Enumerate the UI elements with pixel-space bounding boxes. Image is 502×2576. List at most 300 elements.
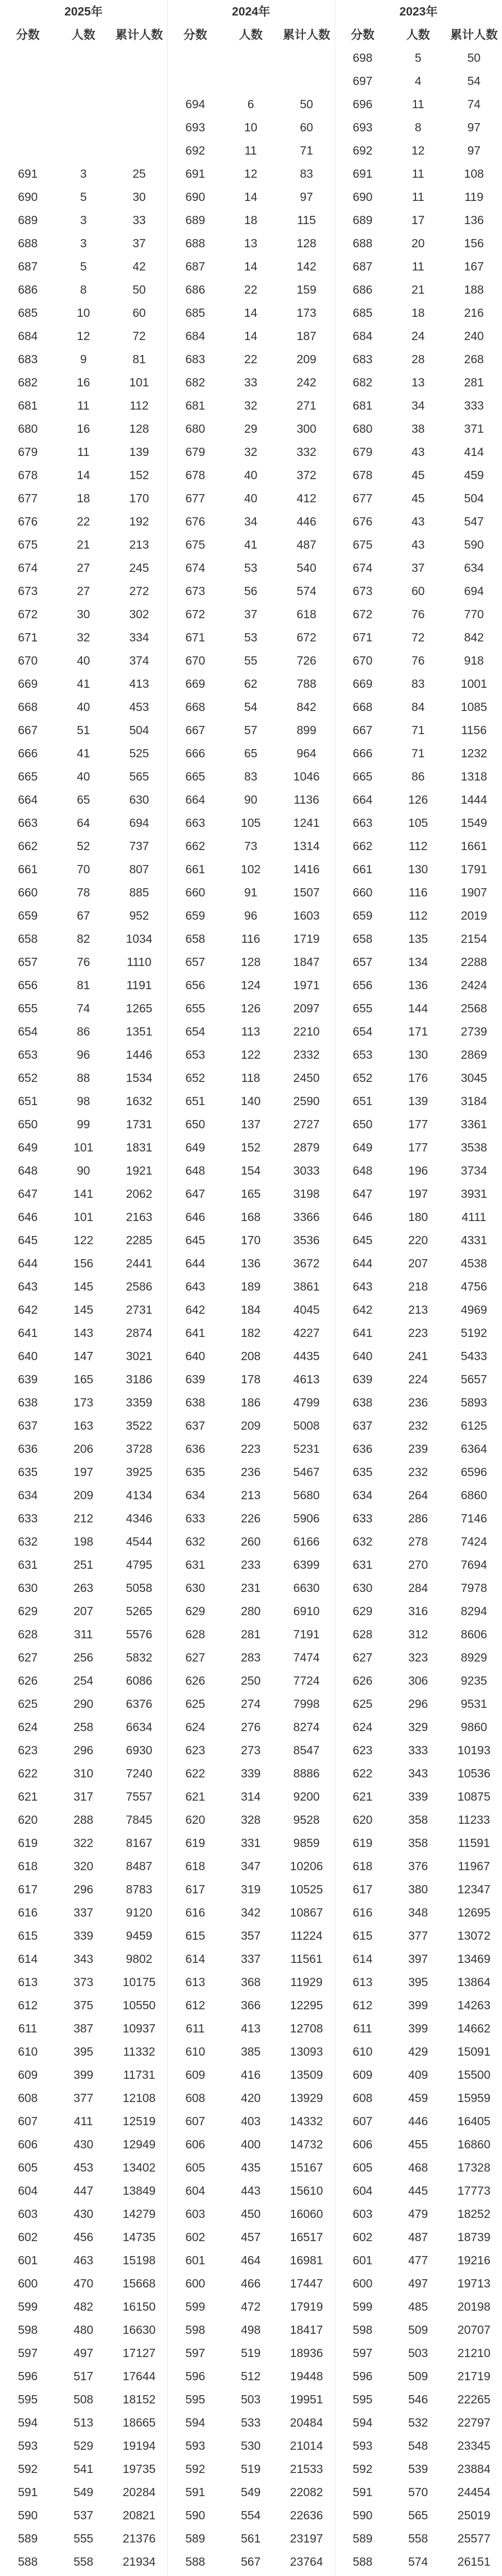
table-cell: 2568 <box>446 997 502 1020</box>
table-cell: 122 <box>56 1229 111 1252</box>
table-cell: 2869 <box>446 1043 502 1066</box>
table-cell: 139 <box>390 1090 446 1113</box>
table-cell: 642 <box>0 1298 56 1321</box>
table-cell: 154 <box>223 1159 279 1182</box>
table-cell: 539 <box>390 2458 446 2481</box>
table-cell: 663 <box>167 811 223 835</box>
table-cell: 638 <box>167 1391 223 1414</box>
table-cell: 694 <box>167 93 223 116</box>
table-cell: 7424 <box>446 1530 502 1553</box>
table-cell: 623 <box>0 1739 56 1762</box>
table-cell: 1791 <box>446 858 502 881</box>
table-cell: 17773 <box>446 2179 502 2202</box>
table-cell: 658 <box>335 927 390 951</box>
table-cell: 689 <box>335 209 390 232</box>
table-cell: 642 <box>167 1298 223 1321</box>
table-cell: 669 <box>0 672 56 696</box>
table-cell: 4969 <box>446 1298 502 1321</box>
table-cell: 2285 <box>111 1229 167 1252</box>
table-cell: 595 <box>167 2388 223 2411</box>
table-cell: 600 <box>335 2272 390 2295</box>
table-cell: 6166 <box>279 1530 335 1553</box>
table-cell: 616 <box>0 1901 56 1924</box>
table-cell: 71 <box>390 719 446 742</box>
table-cell: 9459 <box>111 1924 167 1947</box>
table-cell: 3925 <box>111 1461 167 1484</box>
table-cell: 142 <box>279 255 335 278</box>
table-row <box>0 1159 502 1182</box>
table-cell: 647 <box>0 1182 56 1206</box>
table-cell: 652 <box>0 1066 56 1090</box>
table-cell: 7240 <box>111 1762 167 1785</box>
table-row <box>0 70 502 93</box>
table-cell: 592 <box>167 2458 223 2481</box>
table-cell: 686 <box>0 278 56 301</box>
table-cell: 10875 <box>446 1785 502 1808</box>
table-cell: 137 <box>223 1113 279 1136</box>
table-cell: 464 <box>223 2249 279 2272</box>
table-cell: 395 <box>390 1971 446 1994</box>
table-row <box>0 1113 502 1136</box>
table-cell: 412 <box>279 487 335 510</box>
table-cell: 1191 <box>111 974 167 997</box>
table-cell: 136 <box>446 209 502 232</box>
table-cell: 74 <box>446 93 502 116</box>
table-row <box>0 1414 502 1437</box>
table-cell: 595 <box>335 2388 390 2411</box>
table-cell: 32 <box>56 626 111 649</box>
table-cell: 645 <box>0 1229 56 1252</box>
table-row <box>0 2550 502 2573</box>
table-cell: 600 <box>0 2272 56 2295</box>
table-cell: 6125 <box>446 1414 502 1437</box>
table-cell: 430 <box>56 2133 111 2156</box>
table-cell: 101 <box>111 371 167 394</box>
table-cell: 9235 <box>446 1669 502 1692</box>
table-cell: 525 <box>111 742 167 765</box>
table-cell: 14732 <box>279 2133 335 2156</box>
table-cell: 659 <box>335 904 390 927</box>
table-cell: 12108 <box>111 2087 167 2110</box>
table-cell: 12 <box>390 139 446 162</box>
table-cell: 618 <box>0 1855 56 1878</box>
table-cell <box>0 139 56 162</box>
table-cell: 14662 <box>446 2017 502 2040</box>
table-cell: 624 <box>0 1716 56 1739</box>
table-cell: 399 <box>390 1994 446 2017</box>
table-body <box>0 46 502 2576</box>
table-cell: 694 <box>446 580 502 603</box>
table-cell: 399 <box>56 2063 111 2087</box>
table-cell: 608 <box>0 2087 56 2110</box>
table-cell: 283 <box>223 1646 279 1669</box>
table-cell: 447 <box>56 2179 111 2202</box>
table-cell: 1110 <box>111 951 167 974</box>
table-cell: 105 <box>223 811 279 835</box>
table-cell: 590 <box>167 2504 223 2527</box>
table-cell: 788 <box>279 672 335 696</box>
table-cell: 395 <box>56 2040 111 2063</box>
table-cell: 18739 <box>446 2226 502 2249</box>
table-cell: 455 <box>390 2133 446 2156</box>
table-cell: 639 <box>335 1368 390 1391</box>
table-cell: 615 <box>0 1924 56 1947</box>
table-cell: 207 <box>56 1600 111 1623</box>
table-cell: 693 <box>167 116 223 139</box>
table-cell: 375 <box>56 1994 111 2017</box>
table-row <box>0 1669 502 1692</box>
col-score-2025: 分数 <box>16 28 40 41</box>
table-cell: 7694 <box>446 1553 502 1577</box>
col-score-2024: 分数 <box>183 28 207 41</box>
table-cell: 12708 <box>279 2017 335 2040</box>
table-cell: 689 <box>0 209 56 232</box>
table-cell: 693 <box>335 116 390 139</box>
table-cell: 163 <box>56 1414 111 1437</box>
table-cell <box>56 46 111 70</box>
table-row <box>0 904 502 927</box>
table-cell: 83 <box>390 672 446 696</box>
table-cell: 52 <box>56 835 111 858</box>
table-cell <box>446 2573 502 2576</box>
table-cell: 598 <box>335 2318 390 2342</box>
table-cell: 19216 <box>446 2249 502 2272</box>
table-cell: 8274 <box>279 1716 335 1739</box>
table-cell: 310 <box>56 1762 111 1785</box>
table-cell: 130 <box>390 858 446 881</box>
table-cell: 672 <box>335 603 390 626</box>
table-cell: 672 <box>0 603 56 626</box>
table-cell: 323 <box>390 1646 446 1669</box>
table-cell: 672 <box>279 626 335 649</box>
table-cell: 600 <box>167 2272 223 2295</box>
table-cell: 11233 <box>446 1808 502 1832</box>
table-cell: 1265 <box>111 997 167 1020</box>
table-cell <box>56 139 111 162</box>
table-cell: 7724 <box>279 1669 335 1692</box>
table-cell: 5192 <box>446 1321 502 1345</box>
table-cell: 3045 <box>446 1066 502 1090</box>
table-cell: 83 <box>223 765 279 788</box>
table-cell: 13093 <box>279 2040 335 2063</box>
table-cell: 96 <box>223 904 279 927</box>
table-row <box>0 2110 502 2133</box>
table-cell: 332 <box>279 440 335 464</box>
table-cell: 113 <box>223 1020 279 1043</box>
table-cell: 278 <box>390 1530 446 1553</box>
table-cell: 97 <box>446 116 502 139</box>
table-cell: 10525 <box>279 1878 335 1901</box>
table-cell: 639 <box>0 1368 56 1391</box>
table-cell: 655 <box>167 997 223 1020</box>
table-cell: 594 <box>167 2411 223 2434</box>
table-cell: 28 <box>390 348 446 371</box>
table-row <box>0 301 502 325</box>
table-cell: 119 <box>446 185 502 209</box>
table-cell: 296 <box>56 1878 111 1901</box>
table-cell: 3184 <box>446 1090 502 1113</box>
table-cell: 596 <box>335 2365 390 2388</box>
table-cell: 653 <box>167 1043 223 1066</box>
table-cell: 657 <box>167 951 223 974</box>
table-cell: 16517 <box>279 2226 335 2249</box>
table-cell: 541 <box>56 2458 111 2481</box>
table-cell: 126 <box>223 997 279 1020</box>
table-cell: 640 <box>167 1345 223 1368</box>
table-cell: 683 <box>335 348 390 371</box>
table-cell: 640 <box>0 1345 56 1368</box>
table-cell: 18152 <box>111 2388 167 2411</box>
table-cell: 9120 <box>111 1901 167 1924</box>
table-cell: 645 <box>167 1229 223 1252</box>
table-cell: 632 <box>167 1530 223 1553</box>
table-cell: 136 <box>390 974 446 997</box>
table-cell: 270 <box>390 1553 446 1577</box>
table-cell: 115 <box>279 209 335 232</box>
table-cell: 598 <box>167 2318 223 2342</box>
table-cell: 628 <box>0 1623 56 1646</box>
col-score-2023: 分数 <box>351 28 375 41</box>
table-cell: 532 <box>390 2411 446 2434</box>
table-cell: 589 <box>0 2527 56 2550</box>
table-cell: 22082 <box>279 2481 335 2504</box>
table-cell: 14 <box>56 464 111 487</box>
table-cell: 413 <box>223 2017 279 2040</box>
table-cell: 3361 <box>446 1113 502 1136</box>
table-cell: 687 <box>167 255 223 278</box>
table-cell: 1001 <box>446 672 502 696</box>
table-cell: 19194 <box>111 2434 167 2458</box>
table-row <box>0 1832 502 1855</box>
table-cell: 18 <box>56 487 111 510</box>
table-cell: 663 <box>0 811 56 835</box>
table-cell: 4435 <box>279 1345 335 1368</box>
table-cell: 637 <box>0 1414 56 1437</box>
table-cell: 23197 <box>279 2527 335 2550</box>
table-cell: 53 <box>223 626 279 649</box>
table-cell: 24454 <box>446 2481 502 2504</box>
table-cell: 674 <box>0 556 56 580</box>
table-cell: 242 <box>279 371 335 394</box>
table-cell: 16630 <box>111 2318 167 2342</box>
table-cell: 348 <box>390 1901 446 1924</box>
table-cell: 11561 <box>279 1947 335 1971</box>
table-cell: 22636 <box>279 2504 335 2527</box>
table-cell: 653 <box>0 1043 56 1066</box>
table-cell: 377 <box>56 2087 111 2110</box>
table-cell: 613 <box>335 1971 390 1994</box>
table-cell: 57 <box>223 719 279 742</box>
table-cell: 12347 <box>446 1878 502 1901</box>
table-cell: 176 <box>390 1066 446 1090</box>
table-cell: 400 <box>223 2133 279 2156</box>
table-cell: 1351 <box>111 1020 167 1043</box>
table-cell: 655 <box>0 997 56 1020</box>
table-cell: 206 <box>56 1437 111 1461</box>
table-cell: 329 <box>390 1716 446 1739</box>
table-cell: 630 <box>0 1577 56 1600</box>
table-cell: 170 <box>223 1229 279 1252</box>
table-cell: 512 <box>223 2365 279 2388</box>
table-cell <box>167 70 223 93</box>
table-cell: 450 <box>223 2202 279 2226</box>
table-cell: 4134 <box>111 1484 167 1507</box>
table-cell: 188 <box>446 278 502 301</box>
col-cumulative-2025: 累计人数 <box>111 23 167 46</box>
table-cell: 1034 <box>111 927 167 951</box>
table-cell: 609 <box>167 2063 223 2087</box>
table-cell: 6596 <box>446 1461 502 1484</box>
table-cell: 385 <box>223 2040 279 2063</box>
table-cell: 27 <box>56 580 111 603</box>
table-cell: 659 <box>167 904 223 927</box>
table-cell: 614 <box>335 1947 390 1971</box>
table-cell <box>0 70 56 93</box>
table-cell: 40 <box>56 649 111 672</box>
table-cell: 337 <box>56 1901 111 1924</box>
table-cell: 21 <box>390 278 446 301</box>
table-cell: 590 <box>446 533 502 556</box>
table-cell: 654 <box>0 1020 56 1043</box>
table-cell: 7191 <box>279 1623 335 1646</box>
table-cell: 508 <box>56 2388 111 2411</box>
table-cell: 105 <box>390 811 446 835</box>
table-cell: 692 <box>167 139 223 162</box>
table-cell: 256 <box>56 1646 111 1669</box>
table-cell: 334 <box>111 626 167 649</box>
table-cell: 4227 <box>279 1321 335 1345</box>
table-cell: 519 <box>223 2458 279 2481</box>
table-cell: 598 <box>0 2318 56 2342</box>
table-cell: 618 <box>167 1855 223 1878</box>
table-cell: 529 <box>56 2434 111 2458</box>
table-cell: 76 <box>390 649 446 672</box>
table-row <box>0 1600 502 1623</box>
table-cell: 373 <box>56 1971 111 1994</box>
table-cell: 143 <box>56 1321 111 1345</box>
table-cell: 145 <box>56 1298 111 1321</box>
table-cell: 457 <box>223 2226 279 2249</box>
table-row <box>0 765 502 788</box>
table-cell: 594 <box>335 2411 390 2434</box>
table-cell: 605 <box>167 2156 223 2179</box>
table-cell: 590 <box>0 2504 56 2527</box>
table-header <box>0 0 502 46</box>
table-row <box>0 742 502 765</box>
table-cell: 466 <box>223 2272 279 2295</box>
table-cell: 14279 <box>111 2202 167 2226</box>
table-cell: 601 <box>0 2249 56 2272</box>
table-cell <box>0 116 56 139</box>
table-cell: 11 <box>56 394 111 417</box>
table-cell: 635 <box>335 1461 390 1484</box>
table-cell: 98 <box>56 1090 111 1113</box>
table-cell: 17644 <box>111 2365 167 2388</box>
table-cell: 687 <box>0 255 56 278</box>
table-cell: 91 <box>223 881 279 904</box>
table-cell: 634 <box>335 1484 390 1507</box>
table-cell: 60 <box>111 301 167 325</box>
table-cell: 682 <box>335 371 390 394</box>
table-cell: 617 <box>335 1878 390 1901</box>
table-cell: 631 <box>167 1553 223 1577</box>
table-cell: 342 <box>223 1901 279 1924</box>
table-cell: 679 <box>335 440 390 464</box>
table-cell: 517 <box>56 2365 111 2388</box>
table-cell: 112 <box>390 835 446 858</box>
table-cell: 3 <box>56 232 111 255</box>
table-cell: 11967 <box>446 1855 502 1878</box>
table-cell: 6399 <box>279 1553 335 1577</box>
table-cell: 636 <box>335 1437 390 1461</box>
table-cell: 666 <box>0 742 56 765</box>
table-cell <box>223 46 279 70</box>
table-cell: 678 <box>335 464 390 487</box>
table-cell: 1314 <box>279 835 335 858</box>
table-cell: 74 <box>56 997 111 1020</box>
table-cell: 216 <box>446 301 502 325</box>
table-cell: 26151 <box>446 2550 502 2573</box>
table-row <box>0 1368 502 1391</box>
year-header-row <box>0 0 502 23</box>
table-cell: 632 <box>0 1530 56 1553</box>
table-cell: 3861 <box>279 1275 335 1298</box>
table-cell: 178 <box>223 1368 279 1391</box>
table-cell: 27 <box>56 556 111 580</box>
table-cell: 594 <box>0 2411 56 2434</box>
table-cell: 5906 <box>279 1507 335 1530</box>
table-cell: 1661 <box>446 835 502 858</box>
table-cell: 696 <box>335 93 390 116</box>
table-cell: 675 <box>335 533 390 556</box>
table-cell: 141 <box>56 1182 111 1206</box>
table-cell: 656 <box>0 974 56 997</box>
table-cell: 650 <box>167 1113 223 1136</box>
table-cell: 4331 <box>446 1229 502 1252</box>
table-cell: 631 <box>335 1553 390 1577</box>
table-cell: 674 <box>335 556 390 580</box>
table-cell: 1156 <box>446 719 502 742</box>
table-cell: 38 <box>390 417 446 440</box>
table-cell: 2019 <box>446 904 502 927</box>
table-cell: 1632 <box>111 1090 167 1113</box>
table-cell: 621 <box>167 1785 223 1808</box>
table-cell: 62 <box>223 672 279 696</box>
table-cell: 643 <box>167 1275 223 1298</box>
table-cell: 633 <box>0 1507 56 1530</box>
table-cell: 15668 <box>111 2272 167 2295</box>
table-cell <box>111 93 167 116</box>
table-cell: 621 <box>0 1785 56 1808</box>
table-cell: 21014 <box>279 2434 335 2458</box>
table-cell: 601 <box>167 2249 223 2272</box>
table-cell: 597 <box>0 2342 56 2365</box>
table-cell: 602 <box>0 2226 56 2249</box>
table-cell: 6910 <box>279 1600 335 1623</box>
table-cell: 377 <box>390 1924 446 1947</box>
table-row <box>0 2365 502 2388</box>
table-cell: 8886 <box>279 1762 335 1785</box>
table-cell: 593 <box>167 2434 223 2458</box>
table-row <box>0 1020 502 1043</box>
table-cell: 625 <box>0 1692 56 1716</box>
table-cell: 603 <box>0 2202 56 2226</box>
table-cell <box>279 46 335 70</box>
table-cell: 10550 <box>111 1994 167 2017</box>
table-cell: 33 <box>223 371 279 394</box>
table-cell: 662 <box>335 835 390 858</box>
table-cell: 453 <box>111 696 167 719</box>
